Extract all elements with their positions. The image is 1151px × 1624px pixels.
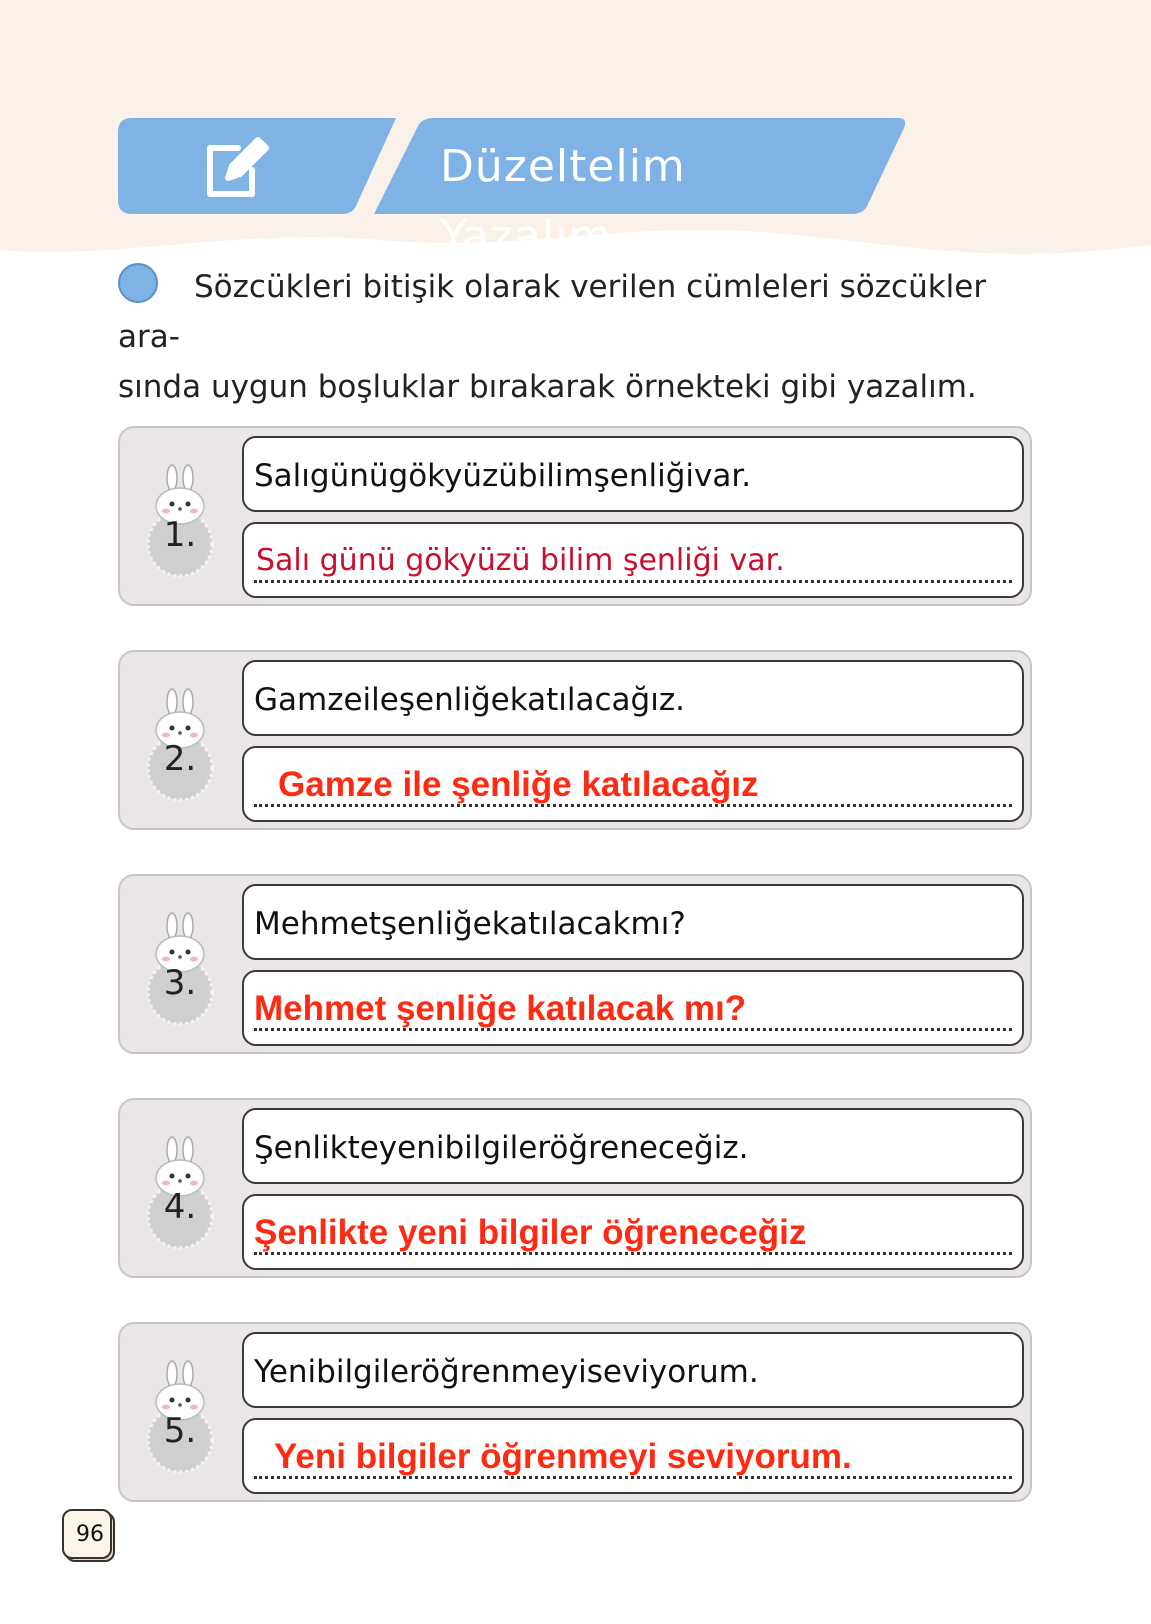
section-title: Düzeltelim Yazalım [440,141,686,262]
page-number: 96 [76,1522,104,1547]
item-number: 4. [163,1187,197,1227]
given-sentence: Yenibilgileröğrenmeyiseviyorum. [254,1354,759,1390]
exercise-card-1 [118,426,1032,606]
written-answer: Yeni bilgiler öğrenmeyi seviyorum. [274,1437,852,1476]
written-answer: Şenlikte yeni bilgiler öğreneceğiz [254,1213,807,1252]
given-sentence-box [242,884,1024,960]
exercise-card-2 [118,650,1032,830]
item-number: 1. [163,515,197,555]
written-answer: Mehmet şenliğe katılacak mı? [254,989,747,1028]
given-sentence-box [242,1108,1024,1184]
written-answer: Gamze ile şenliğe katılacağız [278,765,759,804]
example-answer: Salı günü gökyüzü bilim şenliği var. [256,543,785,578]
given-sentence: Gamzeileşenliğekatılacağız. [254,682,685,718]
given-sentence: Şenlikteyenibilgileröğreneceğiz. [254,1130,749,1166]
given-sentence-box [242,1332,1024,1408]
instruction-line-1: Sözcükleri bitişik olarak verilen cümleleri sözcükler ara- [118,269,987,355]
answer-line[interactable] [242,746,1024,822]
instruction-line-2: sında uygun boşluklar bırakarak örnekteki gibi yazalım. [118,369,977,405]
answer-line[interactable] [242,970,1024,1046]
answer-line[interactable] [242,1194,1024,1270]
given-sentence-box [242,660,1024,736]
bullet-icon [118,263,158,303]
given-sentence: Salıgünügökyüzübilimşenliğivar. [254,458,752,494]
exercise-card-3 [118,874,1032,1054]
given-sentence: Mehmetşenliğekatılacakmı? [254,906,686,942]
exercise-card-4 [118,1098,1032,1278]
item-number: 5. [163,1411,197,1451]
answer-line[interactable] [242,522,1024,598]
instruction-text [118,262,1038,412]
answer-line[interactable] [242,1418,1024,1494]
given-sentence-box [242,436,1024,512]
exercise-card-5 [118,1322,1032,1502]
item-number: 2. [163,739,197,779]
item-number: 3. [163,963,197,1003]
